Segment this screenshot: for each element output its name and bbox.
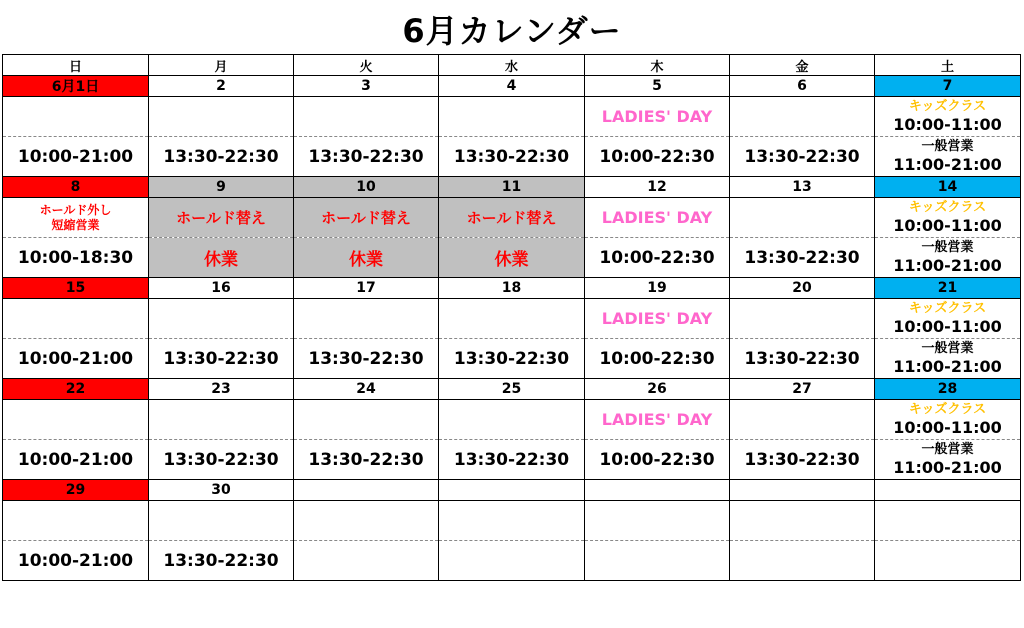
info-cell (439, 97, 585, 137)
hours-cell: 13:30-22:30 (294, 440, 439, 480)
weekday-fri: 金 (730, 55, 875, 76)
weekday-wed: 水 (439, 55, 585, 76)
hours-cell: 13:30-22:30 (730, 440, 875, 480)
date-cell: 29 (3, 480, 149, 501)
kids-class-time: 10:00-11:00 (893, 316, 1002, 336)
date-cell: 6月1日 (3, 76, 149, 97)
closed-label: 休業 (439, 238, 585, 278)
date-cell: 17 (294, 278, 439, 299)
date-cell: 16 (149, 278, 294, 299)
hours-cell: 13:30-22:30 (294, 137, 439, 177)
info-cell (149, 400, 294, 440)
week-4-info (3, 400, 1021, 440)
ladies-day-label: LADIES' DAY (585, 299, 730, 339)
date-cell (585, 480, 730, 501)
weekday-sun: 日 (3, 55, 149, 76)
date-cell: 15 (3, 278, 149, 299)
info-cell (730, 198, 875, 238)
hold-change-label: ホールド替え (149, 198, 294, 238)
kids-class-cell (875, 198, 1021, 238)
hold-removal-line2: 短縮営業 (51, 217, 100, 232)
weekday-thu: 木 (585, 55, 730, 76)
general-label: 一般営業 (921, 340, 974, 356)
info-cell (3, 501, 149, 541)
week-5-hours (3, 541, 1021, 581)
closed-label: 休業 (294, 238, 439, 278)
date-cell: 24 (294, 379, 439, 400)
general-time: 11:00-21:00 (893, 154, 1002, 174)
hours-cell: 13:30-22:30 (730, 238, 875, 278)
week-3-hours (3, 339, 1021, 379)
ladies-day-label: LADIES' DAY (585, 400, 730, 440)
hours-cell (294, 541, 439, 581)
general-time: 11:00-21:00 (893, 356, 1002, 376)
kids-class-label: キッズクラス (908, 300, 987, 316)
week-2-dates (3, 177, 1021, 198)
hours-cell (585, 541, 730, 581)
date-cell: 7 (875, 76, 1021, 97)
hours-cell: 10:00-22:30 (585, 339, 730, 379)
hours-cell: 13:30-22:30 (439, 339, 585, 379)
hours-cell: 10:00-21:00 (3, 339, 149, 379)
hours-cell: 10:00-22:30 (585, 440, 730, 480)
info-cell (730, 400, 875, 440)
hold-removal-note (3, 198, 149, 238)
info-cell (3, 97, 149, 137)
info-cell (875, 501, 1021, 541)
info-cell (730, 501, 875, 541)
date-cell: 13 (730, 177, 875, 198)
hours-cell: 10:00-21:00 (3, 440, 149, 480)
general-label: 一般営業 (921, 441, 974, 457)
general-hours-cell (875, 137, 1021, 177)
kids-class-cell (875, 400, 1021, 440)
general-hours-cell (875, 440, 1021, 480)
hours-cell (875, 541, 1021, 581)
hours-cell: 13:30-22:30 (149, 339, 294, 379)
date-cell: 14 (875, 177, 1021, 198)
date-cell: 3 (294, 76, 439, 97)
week-5-info (3, 501, 1021, 541)
week-4-dates (3, 379, 1021, 400)
info-cell (294, 97, 439, 137)
calendar-table (2, 54, 1021, 581)
week-1-info (3, 97, 1021, 137)
week-5-dates (3, 480, 1021, 501)
closed-label: 休業 (149, 238, 294, 278)
info-cell (585, 501, 730, 541)
date-cell (875, 480, 1021, 501)
date-cell: 9 (149, 177, 294, 198)
kids-class-time: 10:00-11:00 (893, 114, 1002, 134)
kids-class-cell (875, 299, 1021, 339)
hours-cell: 13:30-22:30 (730, 137, 875, 177)
kids-class-time: 10:00-11:00 (893, 417, 1002, 437)
hours-cell: 13:30-22:30 (439, 137, 585, 177)
hours-cell: 13:30-22:30 (294, 339, 439, 379)
date-cell: 20 (730, 278, 875, 299)
hold-change-label: ホールド替え (439, 198, 585, 238)
weekday-header-row (3, 55, 1021, 76)
info-cell (730, 299, 875, 339)
week-2-info (3, 198, 1021, 238)
kids-class-label: キッズクラス (908, 199, 987, 215)
general-hours-cell (875, 238, 1021, 278)
week-1-dates (3, 76, 1021, 97)
date-cell: 28 (875, 379, 1021, 400)
hours-cell: 10:00-21:00 (3, 541, 149, 581)
hours-cell: 13:30-22:30 (730, 339, 875, 379)
info-cell (439, 501, 585, 541)
date-cell: 23 (149, 379, 294, 400)
info-cell (149, 299, 294, 339)
page-title: 6月カレンダー (402, 12, 622, 50)
info-cell (3, 299, 149, 339)
kids-class-label: キッズクラス (908, 401, 987, 417)
date-cell: 30 (149, 480, 294, 501)
date-cell: 8 (3, 177, 149, 198)
hold-removal-line1: ホールド外し (39, 202, 112, 217)
hours-cell: 13:30-22:30 (149, 541, 294, 581)
info-cell (149, 501, 294, 541)
date-cell: 2 (149, 76, 294, 97)
hours-cell: 13:30-22:30 (149, 137, 294, 177)
date-cell: 10 (294, 177, 439, 198)
week-4-hours (3, 440, 1021, 480)
hours-cell (730, 541, 875, 581)
hours-cell: 13:30-22:30 (149, 440, 294, 480)
date-cell: 25 (439, 379, 585, 400)
hold-change-label: ホールド替え (294, 198, 439, 238)
general-time: 11:00-21:00 (893, 457, 1002, 477)
info-cell (730, 97, 875, 137)
date-cell: 12 (585, 177, 730, 198)
general-label: 一般営業 (921, 239, 974, 255)
week-3-info (3, 299, 1021, 339)
week-1-hours (3, 137, 1021, 177)
kids-class-cell (875, 97, 1021, 137)
date-cell: 21 (875, 278, 1021, 299)
date-cell (294, 480, 439, 501)
weekday-sat: 土 (875, 55, 1021, 76)
info-cell (294, 400, 439, 440)
info-cell (294, 299, 439, 339)
info-cell (3, 400, 149, 440)
info-cell (294, 501, 439, 541)
hours-cell (439, 541, 585, 581)
general-label: 一般営業 (921, 138, 974, 154)
date-cell: 19 (585, 278, 730, 299)
ladies-day-label: LADIES' DAY (585, 97, 730, 137)
date-cell (439, 480, 585, 501)
hours-cell: 13:30-22:30 (439, 440, 585, 480)
kids-class-label: キッズクラス (908, 98, 987, 114)
weekday-tue: 火 (294, 55, 439, 76)
info-cell (439, 400, 585, 440)
general-hours-cell (875, 339, 1021, 379)
kids-class-time: 10:00-11:00 (893, 215, 1002, 235)
week-2-hours (3, 238, 1021, 278)
hours-cell: 10:00-22:30 (585, 137, 730, 177)
date-cell: 26 (585, 379, 730, 400)
info-cell (439, 299, 585, 339)
hours-cell: 10:00-18:30 (3, 238, 149, 278)
week-3-dates (3, 278, 1021, 299)
weekday-mon: 月 (149, 55, 294, 76)
general-time: 11:00-21:00 (893, 255, 1002, 275)
date-cell: 4 (439, 76, 585, 97)
hours-cell: 10:00-21:00 (3, 137, 149, 177)
date-cell: 22 (3, 379, 149, 400)
info-cell (149, 97, 294, 137)
date-cell: 18 (439, 278, 585, 299)
date-cell: 6 (730, 76, 875, 97)
date-cell: 5 (585, 76, 730, 97)
date-cell (730, 480, 875, 501)
hours-cell: 10:00-22:30 (585, 238, 730, 278)
ladies-day-label: LADIES' DAY (585, 198, 730, 238)
date-cell: 11 (439, 177, 585, 198)
date-cell: 27 (730, 379, 875, 400)
